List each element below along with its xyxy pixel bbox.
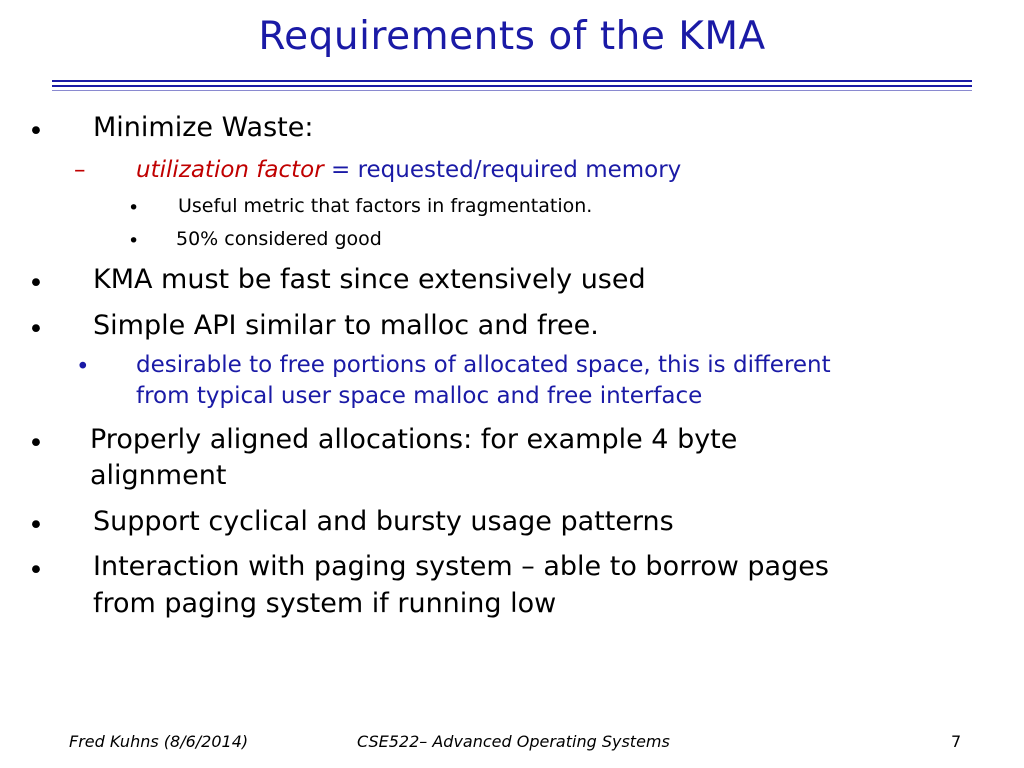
title-divider-line (52, 80, 972, 82)
bullet-marker: • (28, 268, 44, 299)
bullet-aligned-allocations-line2: alignment (90, 460, 227, 491)
bullet-marker: • (128, 230, 140, 252)
footer-page-number: 7 (951, 732, 962, 751)
bullet-fifty-percent: 50% considered good (176, 228, 382, 250)
bullet-cyclical-bursty: Support cyclical and bursty usage patterns (93, 506, 674, 537)
footer-author: Fred Kuhns (8/6/2014) (69, 732, 249, 751)
bullet-marker: • (28, 314, 44, 345)
footer-course: CSE522– Advanced Operating Systems (357, 732, 670, 751)
bullet-paging-interaction-line1: Interaction with paging system – able to borrow pages (93, 551, 829, 582)
slide-title: Requirements of the KMA (258, 14, 766, 59)
bullet-minimize-waste: Minimize Waste: (93, 112, 314, 143)
bullet-useful-metric: Useful metric that factors in fragmentation. (178, 195, 593, 217)
dash-marker: – (74, 157, 86, 183)
bullet-free-portions-line1: desirable to free portions of allocated space, this is different (136, 352, 831, 378)
bullet-kma-fast: KMA must be fast since extensively used (93, 264, 646, 295)
utilization-factor-term: utilization factor (136, 157, 324, 183)
bullet-marker: • (28, 555, 44, 586)
bullet-aligned-allocations-line1: Properly aligned allocations: for example 4 byte (90, 424, 738, 455)
bullet-marker: • (76, 354, 90, 380)
bullet-simple-api: Simple API similar to malloc and free. (93, 310, 599, 341)
bullet-utilization-factor (136, 157, 681, 183)
bullet-marker: • (28, 116, 44, 147)
bullet-free-portions-line2: from typical user space malloc and free interface (136, 383, 703, 409)
utilization-factor-definition: = requested/required memory (323, 157, 682, 183)
bullet-marker: • (28, 428, 44, 459)
title-divider-line (52, 85, 972, 87)
bullet-marker: • (128, 197, 140, 219)
bullet-paging-interaction-line2: from paging system if running low (93, 588, 557, 619)
title-divider-line (52, 90, 972, 91)
bullet-marker: • (28, 510, 44, 541)
